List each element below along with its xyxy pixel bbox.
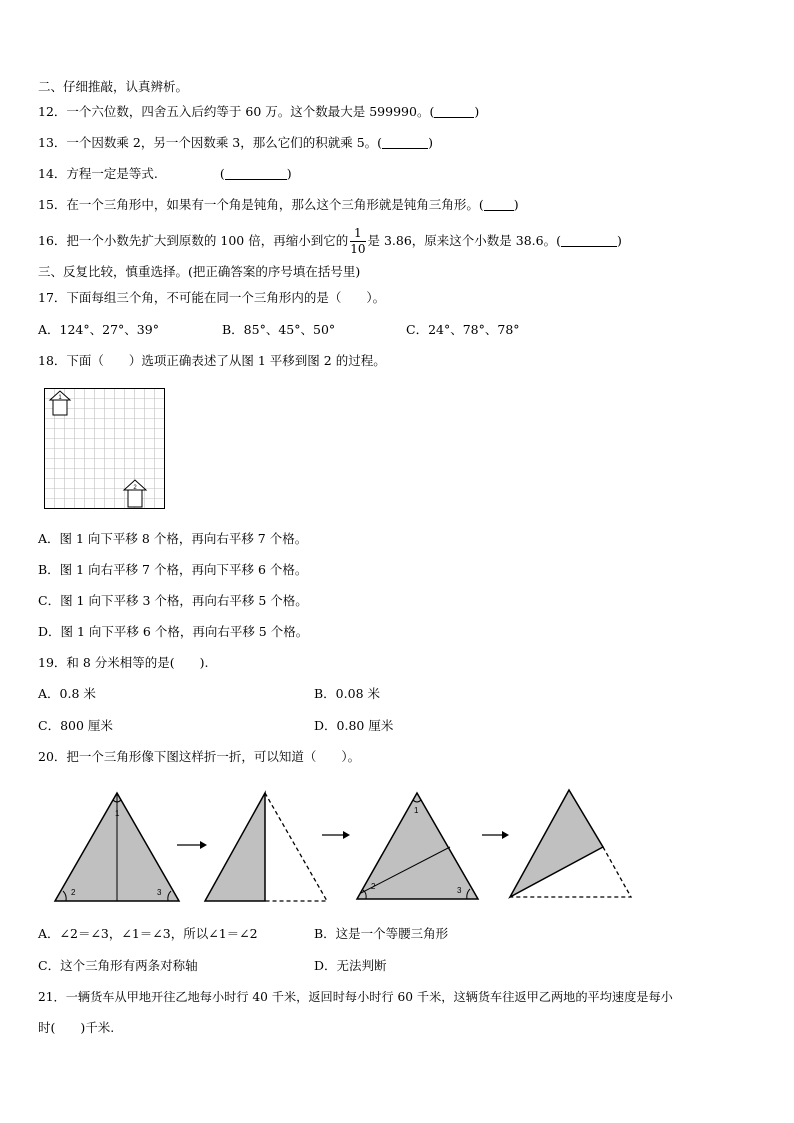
answer-blank-16[interactable] (561, 234, 617, 247)
q19-option-d[interactable]: D．0.80 厘米 (314, 718, 394, 733)
house-1-label: 1 (58, 395, 62, 401)
answer-blank-12[interactable] (434, 105, 474, 118)
q18-option-a[interactable]: A．图 1 向下平移 8 个格，再向右平移 7 个格。 (38, 531, 308, 546)
triangle-3-label-2: 2 (371, 882, 376, 891)
triangle-3 (357, 793, 478, 899)
triangle-3-label-3: 3 (457, 886, 462, 895)
triangle-1-label-3: 3 (157, 888, 162, 897)
house-2-body (128, 490, 142, 507)
question-16-text-b: 是 3.86，原来这个小数是 38.6。( (367, 233, 561, 248)
q18-option-b[interactable]: B．图 1 向右平移 7 个格，再向下平移 6 个格。 (38, 562, 308, 577)
q20-option-a[interactable]: A．∠2＝∠3，∠1＝∠3，所以∠1＝∠2 (38, 926, 258, 941)
triangle-2-shaded-half (205, 793, 265, 901)
triangle-2 (205, 793, 327, 901)
q19-option-a[interactable]: A．0.8 米 (38, 686, 96, 701)
q19-option-b[interactable]: B．0.08 米 (314, 686, 380, 701)
question-14 (38, 166, 292, 182)
question-15-text: 15．在一个三角形中，如果有一个角是钝角，那么这个三角形就是钝角三角形。( (38, 197, 484, 212)
question-13-text: 13．一个因数乘 2，另一个因数乘 3，那么它们的积就乘 5。( (38, 135, 383, 150)
question-18: 18．下面（ ）选项正确表述了从图 1 平移到图 2 的过程。 (38, 353, 386, 368)
arrow-1-icon (177, 841, 207, 849)
question-13-close: ) (428, 135, 433, 150)
section-2-title: 二、仔细推敲，认真辨析。 (38, 79, 189, 94)
q17-option-b[interactable]: B．85°、45°、50° (222, 322, 336, 337)
triangle-folding-figure (50, 785, 640, 905)
triangle-1-label-1: 1 (115, 809, 120, 818)
triangle-2-dashed-outline (265, 793, 327, 901)
question-20: 20．把一个三角形像下图这样折一折，可以知道（ ）。 (38, 749, 361, 764)
triangle-3-label-1: 1 (414, 806, 419, 815)
q20-option-b[interactable]: B．这是一个等腰三角形 (314, 926, 449, 941)
section-3-title: 三、反复比较，慎重选择。(把正确答案的序号填在括号里) (38, 264, 361, 279)
triangle-4-shaded-part (510, 790, 603, 897)
question-16-close: ) (617, 233, 622, 248)
question-17: 17．下面每组三个角，不可能在同一个三角形内的是（ ）。 (38, 290, 386, 305)
triangle-4 (510, 790, 631, 897)
question-14-close: ) (286, 166, 292, 181)
question-12-close: ) (474, 104, 480, 119)
question-12 (38, 104, 479, 120)
house-figure-1 (50, 391, 70, 415)
fraction-denominator: 10 (350, 242, 366, 256)
answer-blank-13[interactable] (382, 136, 428, 149)
arrow-3-icon (482, 831, 509, 839)
question-12-text: 12．一个六位数，四舍五入后约等于 60 万。这个数最大是 599990。( (38, 104, 435, 119)
house-figure-2 (124, 480, 146, 507)
q17-option-a[interactable]: A．124°、27°、39° (38, 322, 159, 337)
house-1-body (53, 400, 67, 415)
question-15-close: ) (513, 197, 519, 212)
triangle-1-label-2: 2 (71, 888, 76, 897)
q18-option-c[interactable]: C．图 1 向下平移 3 个格，再向右平移 5 个格。 (38, 593, 308, 608)
question-16 (38, 225, 622, 257)
arrow-2-icon (322, 831, 350, 839)
question-13 (38, 135, 433, 151)
question-21-line-1: 21．一辆货车从甲地开往乙地每小时行 40 千米，返回时每小时行 60 千米，这辆货车往返甲乙两地的平均速度是每小 (38, 990, 673, 1004)
answer-blank-15[interactable] (484, 198, 514, 211)
triangle-1 (55, 793, 179, 901)
question-14-open: ( (219, 166, 225, 181)
question-19: 19．和 8 分米相等的是( ). (38, 655, 209, 670)
answer-blank-14[interactable] (225, 167, 287, 180)
fraction-numerator: 1 (350, 226, 365, 242)
question-21-line-2: 时( )千米. (38, 1020, 115, 1035)
fraction-one-tenth (350, 226, 365, 257)
question-16-text-a: 16．把一个小数先扩大到原数的 100 倍，再缩小到它的 (38, 233, 349, 248)
translation-grid-figure (44, 388, 166, 510)
q18-option-d[interactable]: D．图 1 向下平移 6 个格，再向右平移 5 个格。 (38, 624, 309, 639)
house-2-label: 2 (133, 485, 137, 491)
q19-option-c[interactable]: C．800 厘米 (38, 718, 113, 733)
q20-option-c[interactable]: C．这个三角形有两条对称轴 (38, 958, 198, 973)
q20-option-d[interactable]: D．无法判断 (314, 958, 387, 973)
question-14-text: 14．方程一定是等式. (38, 166, 158, 181)
q17-option-c[interactable]: C．24°、78°、78° (406, 322, 520, 337)
question-15 (38, 197, 519, 213)
